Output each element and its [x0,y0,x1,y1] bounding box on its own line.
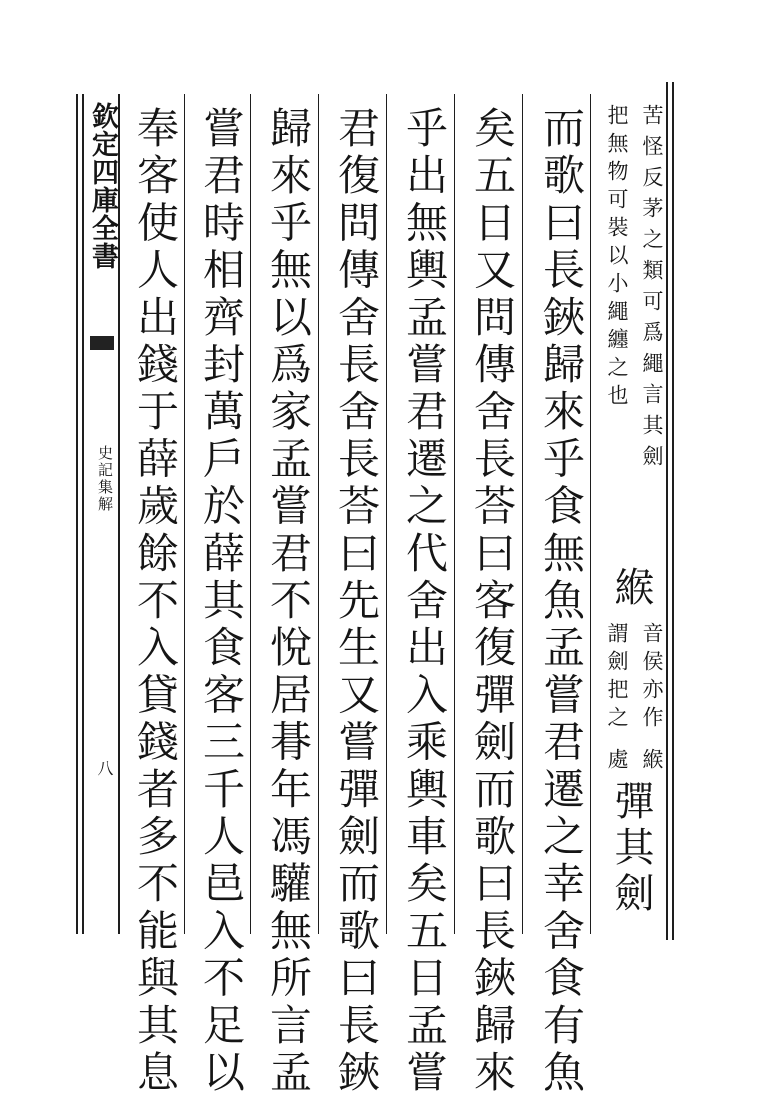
column-divider [184,94,185,934]
text-column-7: 嘗君時相齊封萬戶於薛其食客三千人邑入不足以 [197,106,246,1097]
commentary-column-left: 把無物可裝以小繩纏之也 [605,104,629,412]
text-column-8: 奉客使人出錢于薛歲餘不入貸錢者多不能與其息 [131,106,180,1097]
column-divider [386,94,387,934]
frame-left-line [76,94,78,934]
column-divider [454,94,455,934]
text-column-3: 矣五日又問傳舍長荅曰客復彈劍而歌曰長鋏歸來 [468,106,517,1097]
column-divider [522,94,523,934]
main-text-fragment: 彈其劍 [608,780,654,918]
text-column-2: 而歌曰長鋏歸來乎食無魚孟嘗君遷之幸舍食有魚 [537,106,586,1097]
text-column-4: 乎出無輿孟嘗君遷之代舍出入乘輿車矣五日孟嘗 [400,106,449,1097]
text-column-5: 君復問傳舍長舍長荅曰先生又嘗彈劍而歌曰長鋏 [332,106,381,1097]
gloss-right-tail: 緱 [640,748,664,779]
frame-right-line-outer [672,82,674,940]
frame-left-line-inner [82,94,84,934]
column-divider [250,94,251,934]
gloss-right: 音侯亦作 [640,622,664,734]
text-column-6: 歸來乎無以爲家孟嘗君不悅居朞年馮驩無所言孟 [264,106,313,1097]
margin-column-border [118,94,120,934]
gloss-left: 謂劍把之 [605,622,629,734]
volume-title: 史記集解 [96,445,114,513]
column-divider [590,94,591,934]
series-title: 欽定四庫全書 [87,102,118,270]
page-number: 八 [95,760,114,776]
column-divider [318,94,319,934]
fish-tail-mark [90,336,114,350]
commentary-column-right: 苦怪反茅之類可爲繩言其劍 [640,104,664,476]
gloss-left-tail: 處 [605,748,629,779]
frame-right-line [666,82,668,940]
headword-character: 緱 [608,566,654,612]
